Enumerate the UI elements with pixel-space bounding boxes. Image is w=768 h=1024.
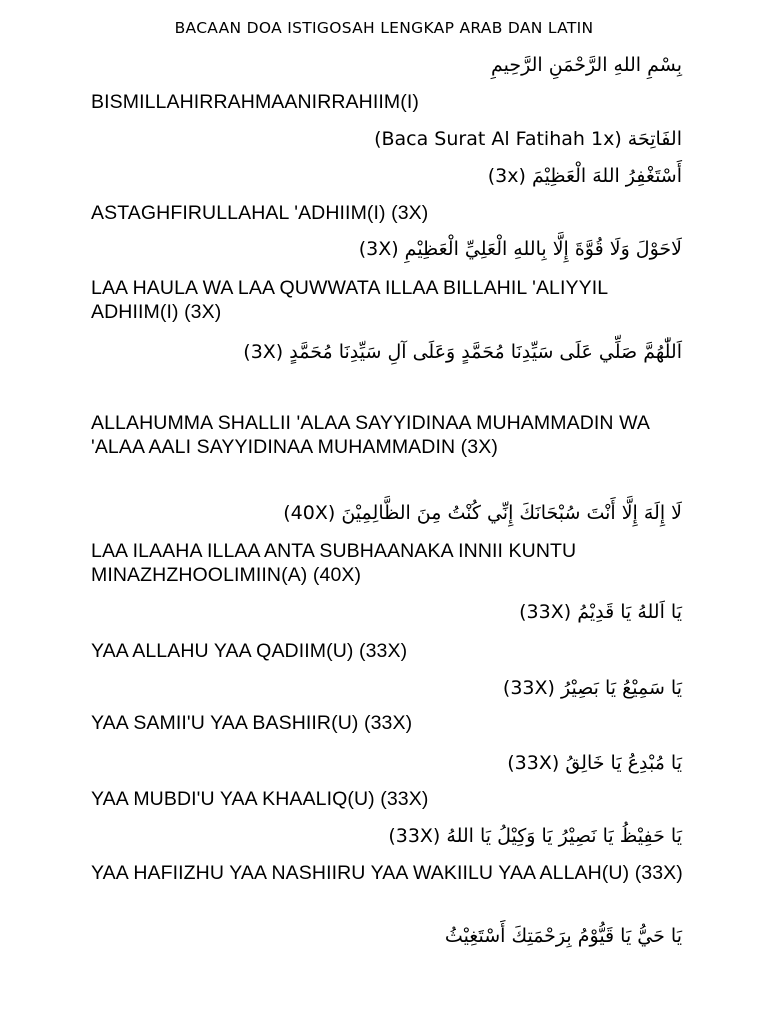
arabic-line-tahlil-yunus bbox=[283, 498, 682, 528]
arabic-text: يَا مُبْدِعُ يَا خَالِقُ bbox=[565, 752, 682, 774]
arabic-text: يَا حَفِيْظُ يَا نَصِيْرُ يَا وَكِيْلُ يَا اللهُ bbox=[446, 825, 682, 847]
latin-line-basmalah: BISMILLAHIRRAHMAANIRRAHIIM(I) bbox=[91, 91, 419, 113]
repeat-count: (3X) bbox=[358, 238, 399, 260]
latin-line-ya-qadim: YAA ALLAHU YAA QADIIM(U) (33X) bbox=[91, 640, 408, 662]
arabic-text: أَسْتَغْفِرُ اللهَ الْعَظِيْمَ bbox=[531, 165, 682, 187]
repeat-count: (3X) bbox=[243, 341, 284, 363]
repeat-count: (33X) bbox=[519, 601, 572, 623]
latin-line-hauqalah: LAA HAULA WA LAA QUWWATA ILLAA BILLAHIL 'ALIYYIL ADHIIM(I) (3X) bbox=[91, 277, 608, 323]
arabic-text: بِسْمِ اللهِ الرَّحْمَنِ الرَّحِيمِ bbox=[491, 54, 682, 76]
arabic-text: يَا حَيُّ يَا قَيُّوْمُ بِرَحْمَتِكَ أَسْتَغِيْثُ bbox=[444, 925, 682, 947]
arabic-line-hauqalah bbox=[359, 234, 682, 264]
repeat-count: (Baca Surat Al Fatihah 1x) bbox=[374, 128, 622, 150]
repeat-count: (40X) bbox=[283, 502, 336, 524]
arabic-text: لَا إِلَهَ إِلَّا أَنْتَ سُبْحَانَكَ إِنِّي كُنْتُ مِنَ الظَّالِمِيْنَ bbox=[341, 502, 682, 524]
arabic-text: اَللّٰهُمَّ صَلِّي عَلَى سَيِّدِنَا مُحَمَّدٍ وَعَلَى آلِ سَيِّدِنَا مُحَمَّدٍ bbox=[289, 341, 682, 363]
latin-line-tahlil-yunus: LAA ILAAHA ILLAA ANTA SUBHAANAKA INNII KUNTU MINAZHZHOOLIMIIN(A) (40X) bbox=[91, 540, 577, 586]
arabic-line-istighfar bbox=[488, 161, 682, 191]
arabic-line-ya-mubdi bbox=[507, 748, 682, 778]
arabic-text: يَا سَمِيْعُ يَا بَصِيْرُ bbox=[560, 677, 682, 699]
arabic-line-ya-sami bbox=[503, 673, 682, 703]
arabic-text: لَاحَوْلَ وَلَا قُوَّةَ إِلَّا بِاللهِ الْعَلِيِّ الْعَظِيْمِ bbox=[404, 238, 682, 260]
latin-line-shalawat: ALLAHUMMA SHALLII 'ALAA SAYYIDINAA MUHAMMADIN WA 'ALAA AALI SAYYIDINAA MUHAMMADIN (3X) bbox=[91, 412, 649, 458]
arabic-line-shalawat bbox=[243, 337, 682, 367]
arabic-text: يَا اَللهُ يَا قَدِيْمُ bbox=[577, 601, 682, 623]
arabic-line-fatihah bbox=[374, 124, 682, 154]
arabic-line-basmalah bbox=[491, 50, 682, 80]
arabic-line-ya-hayyu bbox=[445, 921, 682, 951]
arabic-line-ya-hafizh bbox=[388, 821, 682, 851]
latin-line-istighfar: ASTAGHFIRULLAHAL 'ADHIIM(I) (3X) bbox=[91, 202, 429, 224]
page-title: BACAAN DOA ISTIGOSAH LENGKAP ARAB DAN LATIN bbox=[174, 19, 594, 37]
latin-line-ya-mubdi: YAA MUBDI'U YAA KHAALIQ(U) (33X) bbox=[91, 788, 429, 810]
arabic-text: الفَاتِحَة bbox=[627, 128, 682, 150]
repeat-count: (33X) bbox=[388, 825, 441, 847]
arabic-line-ya-qadim bbox=[519, 597, 682, 627]
repeat-count: (3x) bbox=[487, 165, 526, 187]
repeat-count: (33X) bbox=[502, 677, 555, 699]
latin-line-ya-hafizh: YAA HAFIIZHU YAA NASHIIRU YAA WAKIILU YAA ALLAH(U) (33X) bbox=[91, 862, 683, 884]
latin-line-ya-sami: YAA SAMII'U YAA BASHIIR(U) (33X) bbox=[91, 712, 413, 734]
repeat-count: (33X) bbox=[507, 752, 560, 774]
